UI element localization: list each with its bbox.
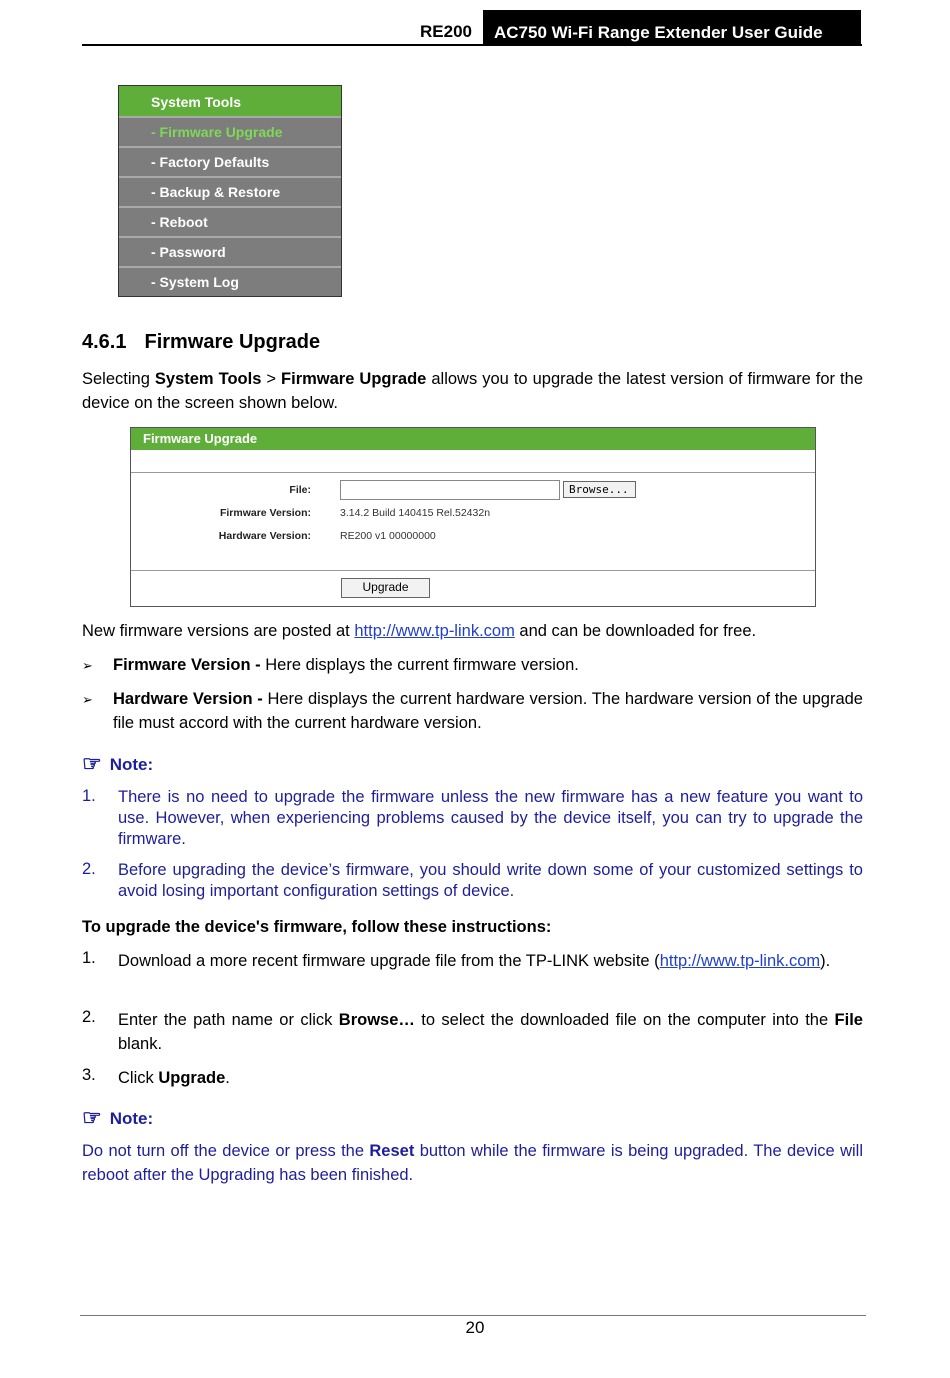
step-number: 2. (82, 1008, 96, 1026)
note-heading (82, 751, 153, 777)
note-item-number: 1. (82, 787, 96, 805)
hardware-version-value: RE200 v1 00000000 (340, 530, 436, 542)
tp-link-link[interactable]: http://www.tp-link.com (354, 622, 515, 640)
footer-rule (80, 1315, 866, 1316)
step-text-rest: ). (820, 952, 831, 970)
posted-paragraph (82, 619, 863, 643)
step-text-mid: to select the downloaded file on the computer into the (414, 1011, 835, 1029)
header-title: AC750 Wi-Fi Range Extender User Guide (483, 10, 861, 46)
system-tools-menu (118, 85, 342, 297)
step-bold-file: File (834, 1011, 863, 1029)
section-number: 4.6.1 (82, 331, 127, 353)
bullet-desc: Here displays the current firmware version. (265, 656, 579, 674)
note-item-number: 2. (82, 860, 96, 878)
pointing-hand-icon: ☞ (82, 751, 102, 776)
hardware-version-label: Hardware Version: (218, 530, 311, 542)
menu-item-password[interactable]: - Password (119, 236, 341, 266)
step-bold-upgrade: Upgrade (158, 1069, 226, 1087)
file-label: File: (289, 484, 311, 496)
firmware-upgrade-panel (130, 427, 816, 607)
intro-bold-system-tools: System Tools (154, 370, 262, 388)
note-2-paragraph (82, 1139, 863, 1187)
pointing-hand-icon: ☞ (82, 1105, 102, 1130)
header-model: RE200 (420, 22, 472, 41)
note-label: Note: (109, 755, 154, 774)
file-input[interactable] (340, 480, 560, 500)
section-title (82, 331, 320, 354)
tp-link-link[interactable]: http://www.tp-link.com (659, 952, 821, 970)
bullet-icon: ➢ (82, 658, 93, 673)
bullet-term: Firmware Version - (113, 656, 266, 674)
menu-item-firmware-upgrade[interactable]: - Firmware Upgrade (119, 116, 341, 146)
intro-text-rest: allows you to upgrade the latest version of firmware for the device on the screen shown below. (82, 370, 863, 412)
step-number: 1. (82, 949, 96, 967)
menu-item-reboot[interactable]: - Reboot (119, 206, 341, 236)
step-1-text (118, 949, 863, 973)
instructions-heading: To upgrade the device's firmware, follow these instructions: (82, 918, 552, 936)
step-bold-browse: Browse… (338, 1011, 415, 1029)
posted-text-rest: and can be downloaded for free. (514, 622, 757, 640)
step-text: Download a more recent firmware upgrade file from the TP-LINK website ( (118, 952, 660, 970)
firmware-version-label: Firmware Version: (219, 507, 311, 519)
step-text: Enter the path name or click (118, 1011, 339, 1029)
note-label: Note: (109, 1109, 154, 1128)
firmware-version-value: 3.14.2 Build 140415 Rel.52432n (340, 507, 491, 519)
menu-item-backup-restore[interactable]: - Backup & Restore (119, 176, 341, 206)
step-text: Click (118, 1069, 159, 1087)
posted-text: New firmware versions are posted at (82, 622, 355, 640)
note-item-text: Before upgrading the device’s firmware, you should write down some of your customized settings to avoid losing important configuration settings of device. (118, 861, 863, 900)
note-bold-reset: Reset (369, 1142, 415, 1160)
note-heading (82, 1105, 153, 1131)
menu-item-system-log[interactable]: - System Log (119, 266, 341, 296)
section-title-text: Firmware Upgrade (144, 331, 321, 353)
note-text-rest: button while the firmware is being upgraded. The device will reboot after the Upgrading has been finished. (82, 1142, 863, 1184)
page-number: 20 (465, 1318, 485, 1337)
step-text-rest: . (225, 1069, 230, 1087)
step-3-text (118, 1066, 863, 1090)
intro-text: Selecting (82, 370, 155, 388)
intro-bold-firmware-upgrade: Firmware Upgrade (281, 370, 427, 388)
intro-separator: > (261, 370, 282, 388)
hardware-version-bullet (113, 687, 863, 735)
bullet-desc: Here displays the current hardware version. The hardware version of the upgrade file must accord with the current hardware version. (113, 690, 863, 732)
note-item-text: There is no need to upgrade the firmware unless the new firmware has a new feature you want to use. However, when experiencing problems caused by the device itself, you can try to upgrade the firmware. (118, 788, 863, 848)
panel-divider (131, 472, 815, 473)
firmware-panel-title: Firmware Upgrade (131, 428, 815, 450)
note-text: Do not turn off the device or press the (82, 1142, 370, 1160)
panel-divider (131, 570, 815, 571)
firmware-version-bullet (113, 653, 863, 677)
bullet-icon: ➢ (82, 692, 93, 707)
menu-heading-system-tools[interactable]: System Tools (119, 86, 341, 116)
bullet-term: Hardware Version - (113, 690, 268, 708)
browse-button[interactable]: Browse... (563, 481, 636, 498)
upgrade-button[interactable]: Upgrade (341, 578, 430, 598)
menu-item-factory-defaults[interactable]: - Factory Defaults (119, 146, 341, 176)
header-rule (82, 44, 862, 46)
intro-paragraph (82, 367, 863, 415)
step-number: 3. (82, 1066, 96, 1084)
step-2-text (118, 1008, 863, 1056)
step-text-rest: blank. (118, 1035, 163, 1053)
